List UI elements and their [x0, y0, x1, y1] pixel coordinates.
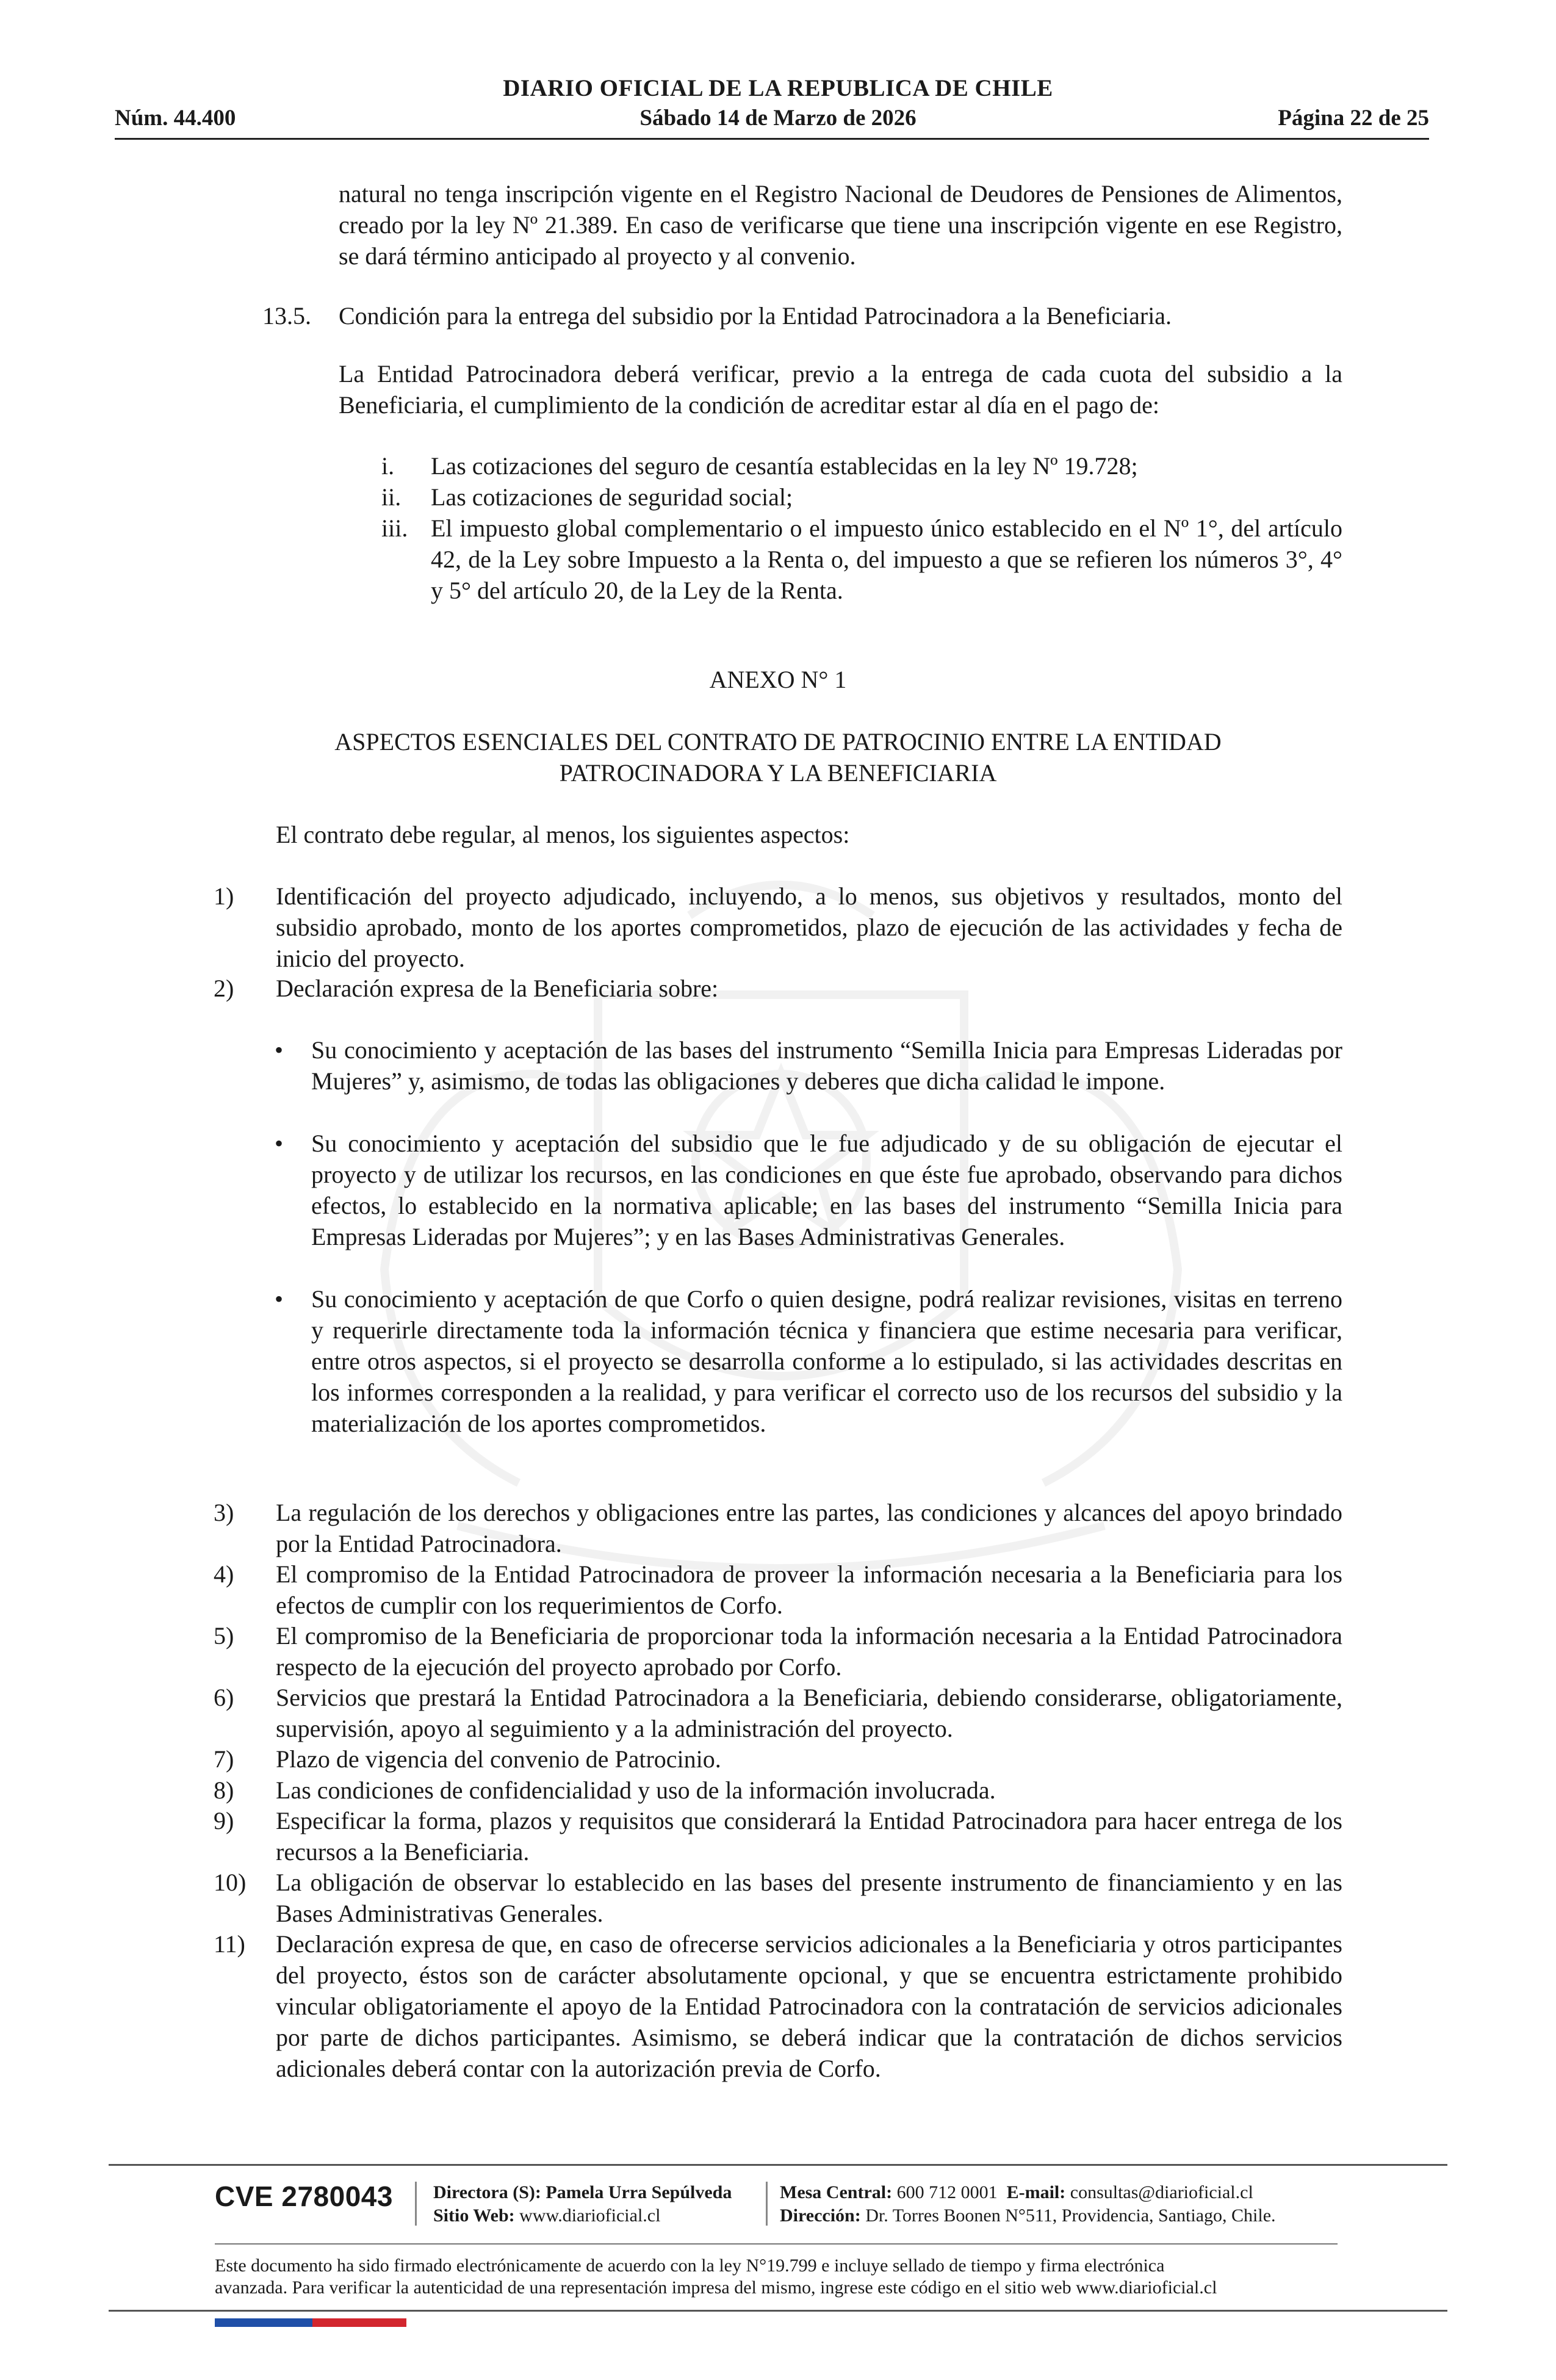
signature-notice-line1: Este documento ha sido firmado electrónicamente de acuerdo con la ley N°19.799 e incluye sellado de tiempo y firma electrónica [215, 2256, 1165, 2276]
section-heading: Condición para la entrega del subsidio por la Entidad Patrocinadora a la Beneficiaria. [339, 302, 1172, 330]
roman-label: iii. [381, 514, 408, 542]
footer-bottom-divider [109, 2310, 1447, 2312]
item-number: 11) [214, 1930, 245, 1958]
item-text: Declaración expresa de la Beneficiaria sobre: [276, 975, 719, 1002]
item-text: La obligación de observar lo establecido en las bases del presente instrumento de financiamiento y en las Bases Administrativas Generales. [276, 1869, 1342, 1927]
bullet-icon: • [275, 1036, 284, 1064]
section-intro: La Entidad Patrocinadora deberá verificar, previo a la entrega de cada cuota del subsidio a la Beneficiaria, el cumplimiento de la condición de acreditar estar al día en el pago de: [339, 360, 1342, 419]
item-number: 7) [214, 1745, 234, 1773]
roman-item-text: Las cotizaciones del seguro de cesantía establecidas en la ley Nº 19.728; [431, 452, 1138, 480]
flag-stripe-red [312, 2318, 406, 2327]
item-number: 3) [214, 1499, 234, 1526]
director-line [433, 2181, 732, 2204]
bullet-text: Su conocimiento y aceptación de las bases del instrumento “Semilla Inicia para Empresas Lideradas por Mujeres” y, asimismo, de todas las obligaciones y deberes que dicha calidad le impone. [311, 1036, 1342, 1095]
footer-separator [766, 2182, 768, 2226]
roman-label: ii. [381, 483, 402, 511]
item-text: El compromiso de la Entidad Patrocinadora de proveer la información necesaria a la Beneficiaria para los efectos de cumplir con los requerimientos de Corfo. [276, 1560, 1342, 1619]
website-link[interactable]: www.diarioficial.cl [519, 2205, 661, 2226]
continuation-paragraph: natural no tenga inscripción vigente en el Registro Nacional de Deudores de Pensiones de Alimentos, creado por la ley Nº 21.389. En caso de verificarse que tiene una inscripción vigente en ese Registro, se dará término anticipado al proyecto y al convenio. [339, 180, 1342, 270]
signature-notice-line2: avanzada. Para verificar la autenticidad de una representación impresa del mismo, ingrese este código en el sitio web www.diarioficial.cl [215, 2277, 1217, 2298]
website-label: Sitio Web: [433, 2205, 515, 2226]
item-text: Especificar la forma, plazos y requisitos que considerará la Entidad Patrocinadora para hacer entrega de los recursos a la Beneficiaria. [276, 1807, 1342, 1866]
footer-inner-divider [215, 2243, 1338, 2245]
email-label: E-mail: [1006, 2182, 1066, 2202]
issue-number: Núm. 44.400 [115, 106, 236, 131]
email-link[interactable]: consultas@diarioficial.cl [1070, 2182, 1253, 2202]
bullet-text: Su conocimiento y aceptación de que Corfo o quien designe, podrá realizar revisiones, visitas en terreno y requerirle directamente toda la información técnica y financiera que estime necesaria para verificar, entre otros aspectos, si el proyecto se desarrolla conforme a lo estipulado, si las actividades descritas en los informes corresponden a la realidad, y para verificar el correcto uso de los recursos del subsidio y la materialización de los aportes comprometidos. [311, 1285, 1342, 1437]
page-number: Página 22 de 25 [1278, 106, 1429, 131]
item-number: 1) [214, 882, 234, 910]
annex-subtitle-line2: PATROCINADORA Y LA BENEFICIARIA [559, 759, 997, 787]
item-text: Plazo de vigencia del convenio de Patrocinio. [276, 1745, 721, 1773]
section-number: 13.5. [262, 302, 311, 330]
item-text: Las condiciones de confidencialidad y uso de la información involucrada. [276, 1776, 996, 1804]
header-divider [115, 138, 1429, 140]
item-number: 2) [214, 975, 234, 1002]
bullet-icon: • [275, 1285, 284, 1313]
item-text: El compromiso de la Beneficiaria de proporcionar toda la información necesaria a la Entidad Patrocinadora respecto de la ejecución del proyecto aprobado por Corfo. [276, 1622, 1342, 1681]
director-label: Directora (S): [433, 2182, 541, 2202]
item-text: Identificación del proyecto adjudicado, incluyendo, a lo menos, sus objetivos y resultados, monto del subsidio aprobado, monto de los aportes comprometidos, plazo de ejecución de las actividades y fecha de inicio del proyecto. [276, 882, 1342, 972]
item-number: 5) [214, 1622, 234, 1650]
footer-divider [109, 2164, 1447, 2166]
cve-code: CVE 2780043 [215, 2180, 393, 2212]
director-name: Pamela Urra Sepúlveda [546, 2182, 732, 2202]
annex-intro: El contrato debe regular, al menos, los siguientes aspectos: [276, 821, 850, 848]
issue-date: Sábado 14 de Marzo de 2026 [639, 106, 917, 131]
item-number: 4) [214, 1560, 234, 1588]
address-value: Dr. Torres Boonen N°511, Providencia, Santiago, Chile. [865, 2205, 1276, 2226]
item-number: 9) [214, 1807, 234, 1834]
annex-subtitle-line1: ASPECTOS ESENCIALES DEL CONTRATO DE PATROCINIO ENTRE LA ENTIDAD [334, 728, 1222, 755]
annex-title: ANEXO N° 1 [709, 666, 847, 693]
item-text: Servicios que prestará la Entidad Patrocinadora a la Beneficiaria, debiendo considerarse, obligatoriamente, supervisión, apoyo al seguimiento y a la administración del proyecto. [276, 1684, 1342, 1742]
footer-separator [415, 2182, 417, 2226]
roman-item-text: El impuesto global complementario o el impuesto único establecido en el Nº 1°, del artículo 42, de la Ley sobre Impuesto a la Renta o, del impuesto a que se refieren los números 3°, 4° y 5° del artículo 20, de la Ley de la Renta. [431, 514, 1342, 604]
item-number: 8) [214, 1776, 234, 1804]
flag-stripe-blue [215, 2318, 312, 2327]
item-text: La regulación de los derechos y obligaciones entre las partes, las condiciones y alcances del apoyo brindado por la Entidad Patrocinadora. [276, 1499, 1342, 1557]
address-label: Dirección: [780, 2205, 861, 2226]
roman-label: i. [381, 452, 395, 480]
item-number: 10) [214, 1869, 247, 1896]
contact-line [780, 2181, 1253, 2204]
phone-value: 600 712 0001 [896, 2182, 998, 2202]
item-number: 6) [214, 1684, 234, 1711]
gazette-title: DIARIO OFICIAL DE LA REPUBLICA DE CHILE [503, 75, 1053, 101]
bullet-text: Su conocimiento y aceptación del subsidio que le fue adjudicado y de su obligación de ejecutar el proyecto y de utilizar los recursos, en las condiciones en que éste fue aprobado, observando para dichos efectos, lo establecido en la normativa aplicable; en las bases del instrumento “Semilla Inicia para Empresas Lideradas por Mujeres”; y en las Bases Administrativas Generales. [311, 1130, 1342, 1250]
address-line [780, 2204, 1276, 2227]
roman-item-text: Las cotizaciones de seguridad social; [431, 483, 793, 511]
website-line [433, 2204, 660, 2227]
item-text: Declaración expresa de que, en caso de ofrecerse servicios adicionales a la Beneficiaria y otros participantes del proyecto, éstos son de carácter absolutamente opcional, y que se encuentra estrictamente prohibido vincular obligatoriamente el apoyo de la Entidad Patrocinadora con la contratación de servicios adicionales por parte de dichos participantes. Asimismo, se deberá indicar que la contratación de dichos servicios adicionales deberá contar con la autorización previa de Corfo. [276, 1930, 1342, 2082]
bullet-icon: • [275, 1130, 284, 1157]
phone-label: Mesa Central: [780, 2182, 893, 2202]
